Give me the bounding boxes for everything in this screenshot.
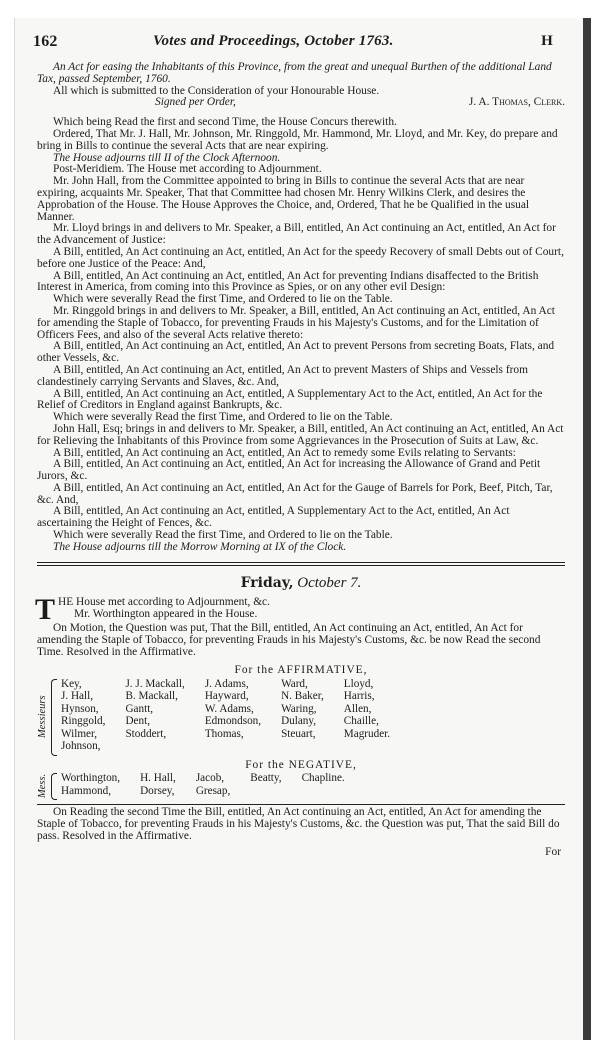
document-page bbox=[14, 18, 586, 1040]
drop-cap: T bbox=[35, 593, 56, 627]
affirmative-heading: For the AFFIRMATIVE, bbox=[234, 663, 368, 676]
paragraph-bill: A Bill, entitled, An Act continuing an Act, entitled, A Supplementary Act to the Act, entitled, An Act for the Relief of Creditors in England against Bankrupts, &c. bbox=[37, 387, 543, 412]
paragraph-bill: A Bill, entitled, An Act continuing an Act, entitled, An Act for the Gauge of Barrels for Pork, Beef, Pitch, Tar, &c. And, bbox=[37, 481, 553, 506]
member-name: W. Adams, bbox=[204, 702, 254, 715]
house-met-text: HE House met according to Adjournment, &c. bbox=[58, 596, 270, 609]
member-name: Harris, bbox=[343, 690, 375, 703]
member-name: Waring, bbox=[281, 702, 317, 715]
paragraph-motion: On Motion, the Question was put, That the Bill, entitled, An Act continuing an Act, entitled, An Act for amending the Staple of Tobacco, for preventing Frauds in his Majesty's Customs, &c. be now Read the second Time. Resolved in the Affirmative. bbox=[37, 622, 541, 659]
section-rule-thin bbox=[37, 565, 565, 566]
member-name: Thomas, bbox=[204, 727, 244, 740]
vote-row bbox=[61, 741, 410, 754]
paragraph-john-hall-bill: John Hall, Esq; brings in and delivers to Mr. Speaker, a Bill, entitled, An Act continuing an Act, entitled, An Act for Relieving the Inhabitants of this Province from some Aggrievances in the Prosecution of Suits at Law, &c. bbox=[37, 422, 564, 447]
catchword: For bbox=[545, 845, 561, 858]
document-body bbox=[37, 62, 565, 859]
negative-heading: For the NEGATIVE, bbox=[245, 758, 357, 771]
paragraph-bill: A Bill, entitled, An Act continuing an Act, entitled, A Supplementary Act to the Act, entitled, An Act ascertaining the Height of Fences, &c. bbox=[37, 505, 510, 530]
member-name: Chapline. bbox=[301, 772, 345, 785]
affirmative-brace bbox=[51, 679, 57, 756]
member-name bbox=[281, 741, 344, 754]
member-name bbox=[205, 741, 281, 754]
member-name: Jacob, bbox=[195, 772, 225, 785]
member-name: Ward, bbox=[281, 677, 308, 690]
day-heading bbox=[37, 574, 565, 591]
member-name: Wilmer, bbox=[61, 727, 98, 740]
vote-row bbox=[61, 691, 410, 704]
member-name: J. Hall, bbox=[61, 690, 94, 703]
day-name: Friday, bbox=[240, 574, 294, 591]
affirmative-block bbox=[37, 677, 565, 754]
member-name: Hayward, bbox=[204, 690, 249, 703]
clerk-name: J. A. Thomas, Clerk. bbox=[468, 96, 565, 109]
member-name: B. Mackall, bbox=[125, 690, 178, 703]
day-date: October 7. bbox=[297, 574, 362, 591]
paragraph-read: Which being Read the first and second Time, the House Concurs therewith. bbox=[53, 116, 397, 129]
running-title: Votes and Proceedings, October 1763. bbox=[153, 33, 394, 49]
member-name: H. Hall, bbox=[140, 772, 176, 785]
negative-brace bbox=[51, 773, 57, 800]
headmark: H bbox=[541, 33, 553, 49]
vote-rule bbox=[37, 804, 565, 805]
paragraph-ordered: Ordered, That Mr. J. Hall, Mr. Johnson, Mr. Ringgold, Mr. Hammond, Mr. Lloyd, and Mr. Key, do prepare and bring in Bills to continue the several Acts that are near expiring. bbox=[37, 127, 558, 152]
member-name: N. Baker, bbox=[281, 690, 324, 703]
member-name: Beatty, bbox=[250, 772, 282, 785]
member-name: Worthington, bbox=[61, 772, 121, 785]
paragraph-bill: A Bill, entitled, An Act continuing an Act, entitled, An Act to remedy some Evils relating to Servants: bbox=[53, 446, 516, 459]
section-rule bbox=[37, 562, 565, 563]
vote-row bbox=[61, 729, 410, 742]
affirmative-table bbox=[61, 679, 410, 754]
member-name: Edmondson, bbox=[204, 715, 262, 728]
submitted-line: All which is submitted to the Consideration of your Honourable House. bbox=[53, 84, 380, 97]
member-name bbox=[302, 786, 365, 799]
member-name: J. Adams, bbox=[204, 677, 249, 690]
member-name: Hammond, bbox=[61, 784, 112, 797]
act-line: An Act for easing the Inhabitants of this Province, from the great and unequal Burthen of the additional Land Tax, passed September, 1760. bbox=[37, 61, 552, 85]
member-name: Dent, bbox=[125, 715, 150, 728]
member-name: Chaille, bbox=[343, 715, 379, 728]
paragraph-john-hall-committee: Mr. John Hall, from the Committee appointed to bring in Bills to continue the several Acts that are near expiring, acquaints Mr. Speaker, That that Committee had chosen Mr. Henry Wilkins Clerk, and desires the Approbation of the House. The House Approves the Choice, and, Ordered, That he be Qualified in the usual Manner. bbox=[37, 175, 530, 223]
member-name bbox=[125, 741, 204, 754]
paragraph-adjourns: The House adjourns till the Morrow Morning at IX of the Clock. bbox=[53, 540, 347, 553]
paragraph-read: Which were severally Read the first Time, and Ordered to lie on the Table. bbox=[53, 529, 393, 542]
paragraph-ringgold-bill: Mr. Ringgold brings in and delivers to Mr. Speaker, a Bill, entitled, An Act continuing an Act, entitled, An Act for amending the Staple of Tobacco, for preventing Frauds in his Majesty's Customs, and for the Limitation of Officers Fees, and also of the several Acts relative thereto: bbox=[37, 304, 555, 341]
member-name bbox=[250, 786, 301, 799]
negative-label: Mess. bbox=[37, 773, 48, 799]
paragraph-bill: A Bill, entitled, An Act continuing an Act, entitled, An Act to prevent Masters of Ships and Vessels from clandestinely carrying Servants and Slaves, &c. And, bbox=[37, 363, 528, 388]
member-name bbox=[344, 741, 410, 754]
vote-row bbox=[61, 786, 365, 799]
member-name: Dulany, bbox=[281, 715, 317, 728]
paragraph-bill: A Bill, entitled, An Act continuing an Act, entitled, An Act for the speedy Recovery of small Debts out of Court, before one Justice of the Peace: And, bbox=[37, 245, 564, 270]
negative-table bbox=[61, 773, 365, 798]
running-header bbox=[33, 34, 563, 56]
page-number: 162 bbox=[33, 33, 58, 50]
paragraph-bill: A Bill, entitled, An Act continuing an Act, entitled, An Act to prevent Persons from secreting Boats, Flats, and other Vessels, &c. bbox=[37, 340, 555, 365]
paragraph-worthington: Mr. Worthington appeared in the House. bbox=[74, 608, 258, 621]
paragraph-read: Which were severally Read the first Time, and Ordered to lie on the Table. bbox=[53, 293, 393, 306]
negative-block bbox=[37, 772, 565, 799]
member-name: Allen, bbox=[343, 702, 372, 715]
member-name: Key, bbox=[61, 677, 82, 690]
signature-line bbox=[37, 97, 565, 109]
paragraph-bill: A Bill, entitled, An Act continuing an Act, entitled, An Act for preventing Indians disaffected to the British Interest in America, from coming into this Province as Spies, or on any other evil Design: bbox=[37, 269, 539, 294]
member-name: Johnson, bbox=[61, 740, 101, 753]
vote-row bbox=[61, 716, 410, 729]
member-name: Magruder. bbox=[343, 727, 391, 740]
member-name: Dorsey, bbox=[140, 784, 175, 797]
paragraph-bill: A Bill, entitled, An Act continuing an Act, entitled, An Act for increasing the Allowance of Grand and Petit Jurors, &c. bbox=[37, 458, 541, 483]
member-name: Lloyd, bbox=[343, 677, 374, 690]
member-name: Gantt, bbox=[125, 702, 154, 715]
member-name: J. J. Mackall, bbox=[125, 677, 185, 690]
member-name: Gresap, bbox=[195, 784, 231, 797]
paragraph-lloyd-bill: Mr. Lloyd brings in and delivers to Mr. Speaker, a Bill, entitled, An Act continuing an Act, entitled, An Act for the Advancement of Justice: bbox=[37, 222, 556, 247]
paragraph-read: Which were severally Read the first Time, and Ordered to lie on the Table. bbox=[53, 411, 393, 424]
paragraph-post-meridiem: Post-Meridiem. The House met according to Adjournment. bbox=[53, 163, 322, 176]
member-name: Hynson, bbox=[61, 702, 99, 715]
paragraph-adjourns: The House adjourns till II of the Clock Afternoon. bbox=[53, 151, 281, 164]
paragraph-second-reading: On Reading the second Time the Bill, entitled, An Act continuing an Act, entitled, An Act for amending the Staple of Tobacco, for preventing Frauds in his Majesty's Customs, &c. the Question was put, That the said Bill do pass. Resolved in the Affirmative. bbox=[37, 806, 560, 843]
member-name: Ringgold, bbox=[61, 715, 106, 728]
member-name: Steuart, bbox=[281, 727, 316, 740]
affirmative-label: Messieurs bbox=[37, 694, 48, 738]
signed-per-order: Signed per Order, bbox=[155, 96, 236, 109]
book-spine-shadow bbox=[583, 18, 591, 1040]
member-name: Stoddert, bbox=[125, 727, 167, 740]
